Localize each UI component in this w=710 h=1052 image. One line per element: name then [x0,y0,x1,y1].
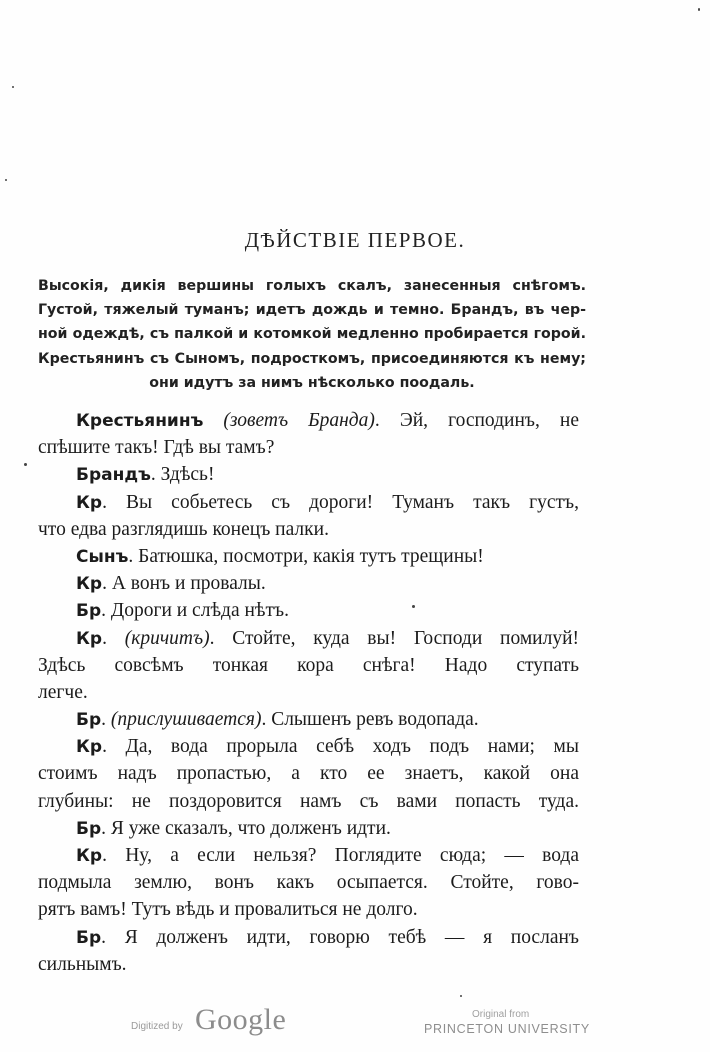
speaker-name: Бр [76,818,102,839]
dialogue-line [38,733,579,760]
stage-note: (прислушивается) [110,709,262,731]
dialogue-line [38,842,579,869]
act-title: ДѢЙСТВІЕ ПЕРВОЕ. [244,228,466,252]
speech-text: . Я долженъ идти, говорю тебѣ — я посланъ [101,926,579,948]
dialogue-line: сильнымъ. [38,953,127,975]
google-logo: Google [195,1003,287,1036]
speaker-name: Бр [76,601,102,622]
dialogue-line [38,570,579,597]
speaker-name: Кр [76,574,103,595]
speaker-name: Бр [76,710,102,731]
speech-text: . [102,627,125,649]
ink-speck [12,86,14,88]
speech-text: . Да, вода прорыла себѣ ходъ подъ нами; мы [102,736,579,758]
stage-direction-line: Густой, тяжелый туманъ; идетъ дождь и темно. Брандъ, въ чер- [38,302,586,319]
dialogue-line: подмыла землю, вонъ какъ осыпается. Стойте, гово- [38,872,579,894]
speaker-name: Кр [76,737,103,758]
dialogue-line [38,706,579,733]
speaker-name: Брандъ [76,465,151,486]
speech-text: . Эй, господинъ, не [374,410,579,431]
stage-direction-line: они идутъ за нимъ нѣсколько поодаль. [149,374,475,391]
speaker-name: Кр [76,492,103,513]
stage-note: (зоветъ Бранда) [223,410,375,431]
dialogue-line [38,407,579,434]
dialogue-line [38,597,579,624]
ink-speck [460,995,462,997]
dialogue-line [38,543,579,570]
dialogue-line: глубины: не поздоровится намъ съ вами попасть туда. [38,790,579,812]
speech-text: . Стойте, куда вы! Господи помилуй! [209,627,580,649]
stage-note: (кричитъ) [124,627,210,649]
speech-text: . Я уже сказалъ, что долженъ идти. [101,817,391,839]
speech-text: . Слышенъ ревъ водопада. [261,709,479,731]
dialogue-line [38,489,579,516]
dialogue-line: Здѣсь совсѣмъ тонкая кора снѣга! Надо ступать [38,654,579,676]
dialogue-line [38,625,579,652]
speaker-name: Бр [76,927,102,948]
dialogue-line: спѣшите такъ! Гдѣ вы тамъ? [38,437,275,459]
speaker-name: Сынъ [76,546,129,567]
ink-speck [698,8,700,11]
ink-speck [5,179,7,181]
digitized-by-label: Digitized by [131,1021,183,1032]
stage-direction [38,274,586,395]
institution-name: PRINCETON UNIVERSITY [424,1022,590,1036]
speaker-name: Крестьянинъ [76,411,204,431]
speaker-name: Кр [76,846,103,866]
digitization-footer [0,1000,710,1050]
speaker-name: Кр [76,628,103,649]
speech-text: . Ну, а если нельзя? Поглядите сюда; — вода [102,845,579,866]
speech-text: . Вы собьетесь съ дороги! Туманъ такъ густъ, [102,491,579,513]
speech-text: . [101,709,111,731]
stage-direction-line: Крестьянинъ съ Сыномъ, подросткомъ, присоединяются къ нему; [38,350,586,367]
speech-text: . Батюшка, посмотри, какія тутъ трещины! [128,545,484,567]
original-from-label: Original from [472,1009,530,1020]
dialogue-line: что едва разглядишь конецъ палки. [38,518,329,540]
dialogue [38,407,579,978]
dialogue-line [38,815,579,842]
dialogue-line: рятъ вамъ! Тутъ вѣдь и провалиться не долго. [38,899,418,921]
dialogue-line: легче. [38,681,88,703]
dialogue-line: стоимъ надъ пропастью, а кто ее знаетъ, какой она [38,763,579,785]
speech-text: . А вонъ и провалы. [102,573,266,595]
dialogue-line [38,461,579,488]
stage-direction-line: Высокія, дикія вершины голыхъ скалъ, занесенныя снѣгомъ. [38,278,586,294]
ink-speck [24,463,27,466]
dialogue-line [38,924,579,951]
speech-text: . Здѣсь! [150,464,215,486]
stage-direction-line: ной одеждѣ, съ палкой и котомкой медленно пробирается горой. [38,326,586,343]
speech-text: . Дороги и слѣда нѣтъ. [101,600,289,622]
